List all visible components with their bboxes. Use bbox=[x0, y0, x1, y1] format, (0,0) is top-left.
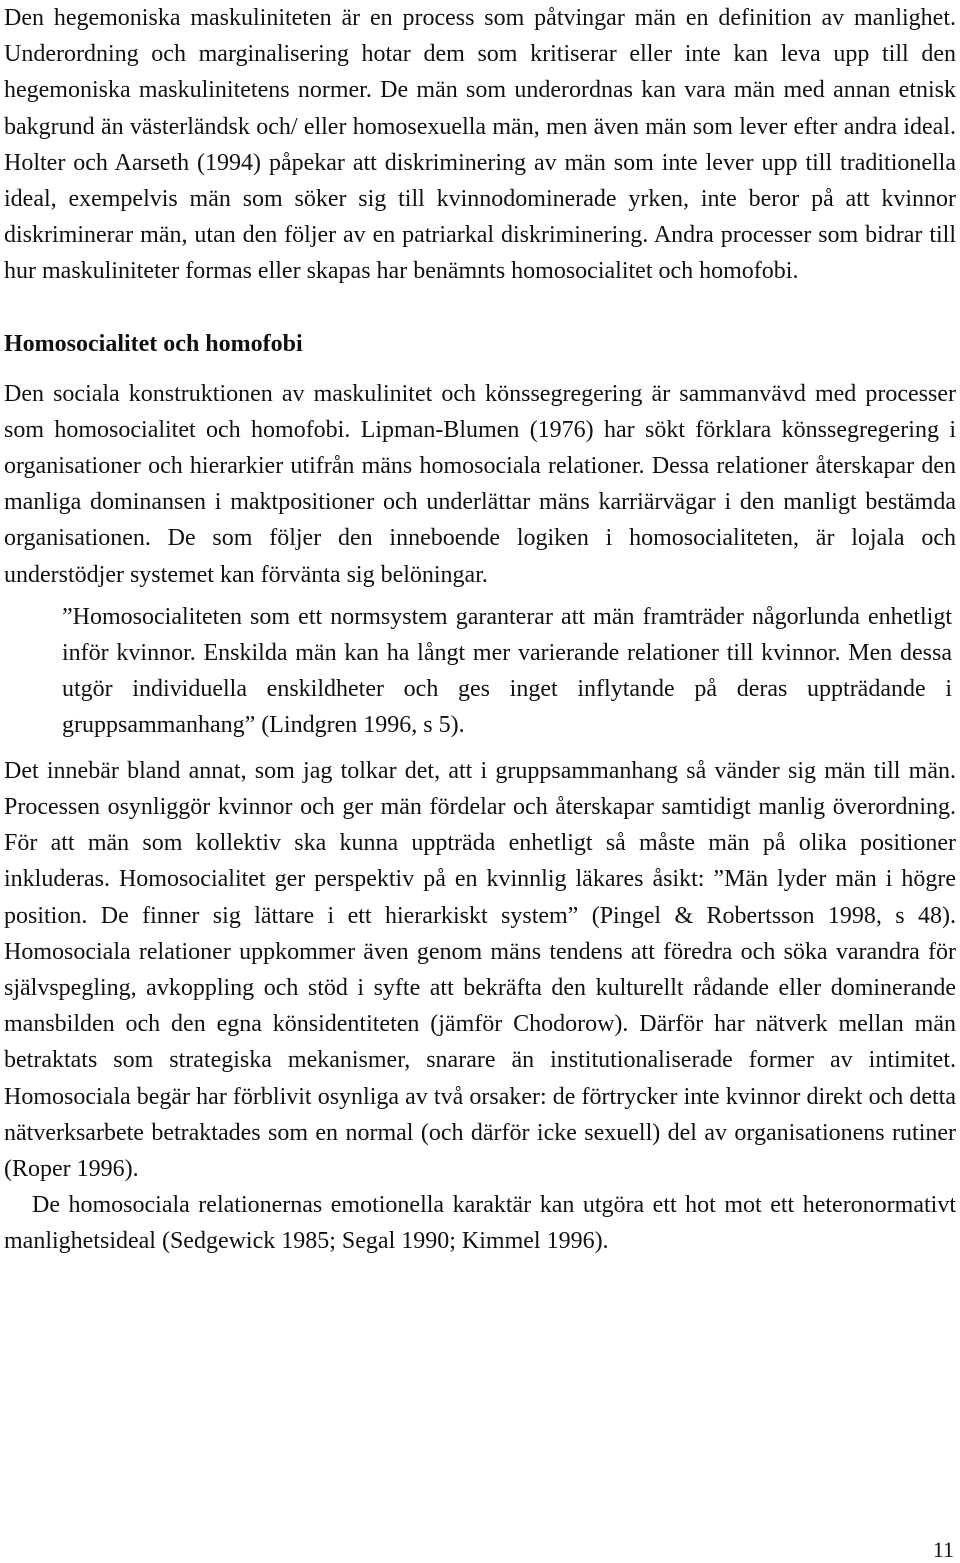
page-number: 11 bbox=[932, 1537, 954, 1562]
document-page bbox=[4, 0, 956, 1260]
body-paragraph: Den hegemoniska maskuliniteten är en process som påtvingar män en definition av manlighet. Underordning och marginalisering hotar dem som kritiserar eller inte kan leva upp till den hegemoniska maskulinitetens normer. De män som underordnas kan vara män med annan etnisk bakgrund än västerländsk och/ eller homosexuella män, men även män som lever efter andra ideal. Holter och Aarseth (1994) påpekar att diskriminering av män som inte lever upp till traditionella ideal, exempelvis män som söker sig till kvinnodominerade yrken, inte beror på att kvinnor diskriminerar män, utan den följer av en patriarkal diskriminering. Andra processer som bidrar till hur maskuliniteter formas eller skapas har benämnts homosocialitet och homofobi. bbox=[4, 5, 956, 285]
body-paragraph: De homosociala relationernas emotionella karaktär kan utgöra ett hot mot ett heteronormativt manlighetsideal (Sedgewick 1985; Segal 1990; Kimmel 1996). bbox=[4, 1192, 956, 1255]
body-paragraph: Den sociala konstruktionen av maskulinitet och könssegregering är sammanvävd med processer som homosocialitet och homofobi. Lipman-Blumen (1976) har sökt förklara könssegregering i organisationer och hierarkier utifrån mäns homosociala relationer. Dessa relationer återskapar den manliga dominansen i maktpositioner och underlättar mäns karriärvägar i den manligt bestämda organisationen. De som följer den inneboende logiken i homosocialiteten, är lojala och understödjer systemet kan förvänta sig belöningar. bbox=[4, 380, 956, 588]
section-heading: Homosocialitet och homofobi bbox=[4, 330, 303, 357]
body-paragraph: Det innebär bland annat, som jag tolkar det, att i gruppsammanhang så vänder sig män till män. Processen osynliggör kvinnor och ger män fördelar och återskapar samtidigt manlig överordning. För att män som kollektiv ska kunna uppträda enhetligt så måste män på olika positioner inkluderas. Homosocialitet ger perspektiv på en kvinnlig läkares åsikt: ”Män lyder män i högre position. De finner sig lättare i ett hierarkiskt system” (Pingel & Robertsson 1998, s 48). Homosociala relationer uppkommer även genom mäns tendens att föredra och söka varandra för självspegling, avkoppling och stöd i syfte att bekräfta den kulturellt rådande eller dominerande mansbilden och den egna könsidentiteten (jämför Chodorow). Därför har nätverk mellan män betraktats som strategiska mekanismer, snarare än institutionaliserade former av intimitet. Homosociala begär har förblivit osynliga av två orsaker: de förtrycker inte kvinnor direkt och detta nätverksarbete betraktades som en normal (och därför icke sexuell) del av organisationens rutiner (Roper 1996). bbox=[4, 757, 956, 1183]
block-quote: ”Homosocialiteten som ett normsystem garanterar att män framträder någorlunda enhetligt inför kvinnor. Enskilda män kan ha långt mer varierande relationer till kvinnor. Men dessa utgör individuella enskildheter och ges inget inflytande på deras uppträdande i gruppsammanhang” (Lindgren 1996, s 5). bbox=[62, 603, 952, 738]
